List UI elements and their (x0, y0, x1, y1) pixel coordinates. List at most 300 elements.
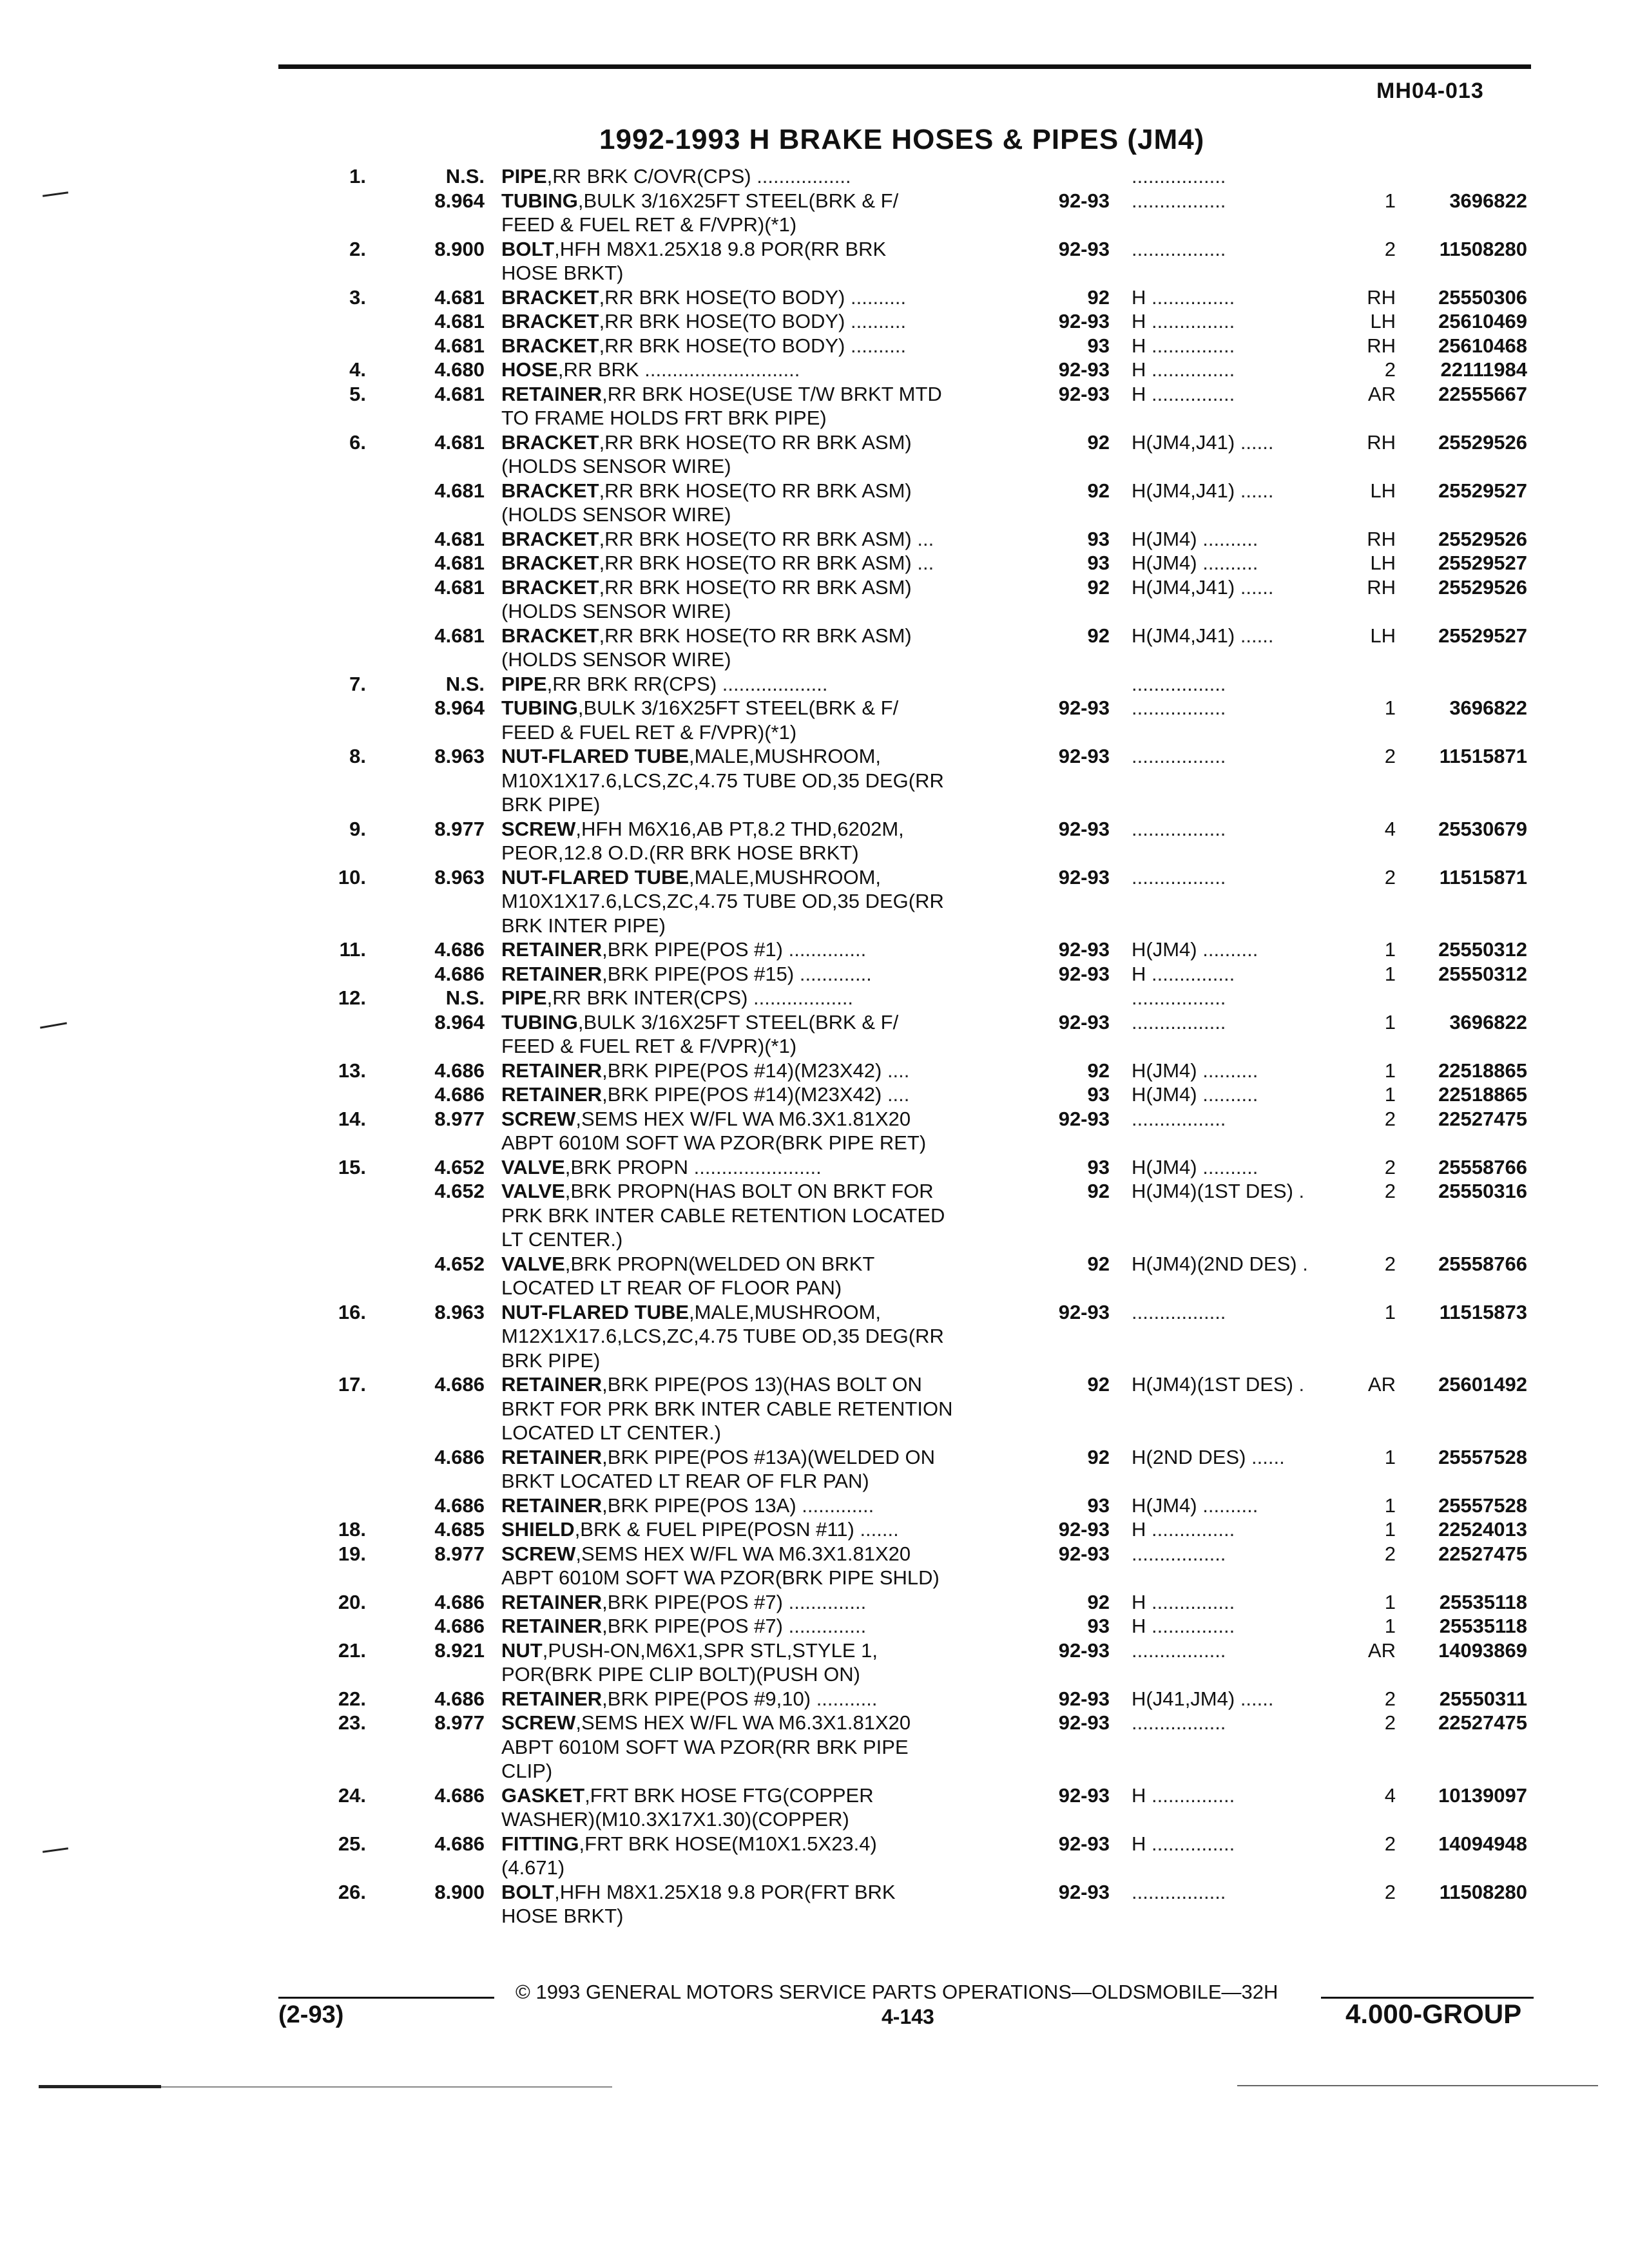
part-number: 25550312 (1438, 938, 1527, 961)
part-number: 11508280 (1439, 1880, 1527, 1903)
model-year: 92-93 (1058, 1687, 1110, 1710)
leader-dots: .......... (845, 285, 907, 309)
series-code (1132, 744, 1226, 768)
series-text: H (1132, 310, 1146, 332)
part-name: SCREW (501, 817, 576, 840)
group-number: 4.686 (434, 1615, 485, 1637)
series-text: H(JM4)(1ST DES) (1132, 1180, 1293, 1202)
item-description (501, 1397, 952, 1421)
series-code (1132, 1155, 1258, 1179)
part-name: RETAINER (501, 938, 602, 961)
group-number: 4.686 (434, 1494, 485, 1517)
group-number: 4.652 (434, 1252, 485, 1275)
part-number: 25558766 (1438, 1155, 1527, 1178)
part-name: RETAINER (501, 1687, 602, 1710)
part-detail: ABPT 6010M SOFT WA PZOR(BRK PIPE RET) (501, 1131, 927, 1154)
part-detail: FEED & FUEL RET & F/VPR)(*1) (501, 213, 797, 236)
quantity: 2 (1384, 237, 1396, 260)
item-number: 23. (338, 1711, 366, 1734)
table-row (0, 914, 1629, 938)
table-row (0, 1227, 1629, 1252)
series-text: H(J41,JM4) (1132, 1687, 1235, 1710)
quantity: 1 (1384, 1300, 1396, 1323)
group-number: 4.681 (434, 310, 485, 332)
part-name: RETAINER (501, 1059, 602, 1082)
part-detail: LOCATED LT CENTER.) (501, 1421, 722, 1444)
part-name: BRACKET (501, 575, 599, 599)
series-code (1132, 1639, 1226, 1662)
series-code (1132, 696, 1226, 720)
part-detail: ,BRK PIPE(POS #15) (602, 962, 795, 985)
group-number: 4.686 (434, 1783, 485, 1807)
series-code (1132, 237, 1226, 261)
leader-dots: .......... (1197, 527, 1258, 550)
part-detail: M12X1X17.6,LCS,ZC,4.75 TUBE OD,35 DEG(RR (501, 1325, 944, 1347)
part-detail: ,RR BRK HOSE(TO BODY) (599, 310, 845, 332)
leader-dots: ............. (794, 962, 872, 985)
series-code (1132, 1542, 1226, 1566)
model-year: 92 (1087, 479, 1110, 502)
table-row (0, 1639, 1629, 1663)
part-detail: (4.671) (501, 1856, 565, 1879)
item-description (501, 164, 851, 188)
item-description (501, 334, 906, 358)
table-row (0, 1059, 1629, 1083)
model-year: 92 (1087, 1059, 1110, 1082)
part-detail: ,RR BRK HOSE(TO RR BRK ASM) (599, 430, 912, 454)
series-code (1132, 1880, 1226, 1904)
item-description (501, 793, 600, 816)
item-description (501, 430, 912, 454)
item-number: 15. (338, 1155, 366, 1178)
leader-dots: ................. (1132, 1711, 1226, 1734)
item-description (501, 213, 796, 236)
group-number: 4.681 (434, 479, 485, 502)
part-number: 22524013 (1438, 1518, 1527, 1541)
part-detail: ,BRK PROPN (564, 1155, 688, 1178)
part-detail: ,BRK PIPE(POS #14)(M23X42) (602, 1083, 882, 1106)
series-text: H(JM4) (1132, 1059, 1197, 1082)
part-number: 25557528 (1438, 1494, 1527, 1517)
footer-date: (2-93) (278, 2001, 344, 2028)
part-number: 25550312 (1438, 962, 1527, 985)
table-row (0, 624, 1629, 648)
table-row (0, 454, 1629, 479)
table-row (0, 1300, 1629, 1325)
model-year: 93 (1087, 1615, 1110, 1637)
leader-dots: ...... (1235, 479, 1274, 502)
table-row (0, 334, 1629, 358)
group-number: 4.686 (434, 1590, 485, 1613)
part-name: VALVE (501, 1180, 565, 1202)
leader-dots: .... (882, 1059, 910, 1082)
part-detail: ,BRK PIPE(POS #1) (602, 938, 783, 961)
part-name: NUT (501, 1639, 543, 1662)
group-number: 8.964 (434, 189, 485, 212)
series-code (1132, 1252, 1308, 1276)
leader-dots: ...... (1235, 1687, 1274, 1710)
group-number: 4.681 (434, 575, 485, 599)
part-name: NUT-FLARED TUBE (501, 1300, 689, 1323)
table-row (0, 1662, 1629, 1687)
leader-dots: .......... (1197, 938, 1258, 961)
part-detail: CLIP) (501, 1760, 553, 1782)
part-name: NUT-FLARED TUBE (501, 745, 689, 767)
series-code (1132, 1445, 1285, 1469)
part-detail: ,FRT BRK HOSE FTG(COPPER (584, 1783, 874, 1807)
part-detail: ,HFH M6X16,AB PT,8.2 THD,6202M, (575, 817, 904, 840)
table-row (0, 1856, 1629, 1880)
item-description (501, 551, 934, 575)
model-year: 92-93 (1058, 1639, 1110, 1662)
item-description (501, 503, 731, 526)
quantity: 1 (1384, 1059, 1396, 1082)
footer-group: 4.000-GROUP (1345, 1999, 1522, 2029)
leader-dots: ................. (1132, 165, 1226, 187)
item-number: 24. (338, 1783, 366, 1807)
leader-dots: ...... (1235, 575, 1274, 599)
item-number: 21. (338, 1639, 366, 1662)
part-name: BRACKET (501, 334, 599, 357)
part-detail: ,RR BRK HOSE(USE T/W BRKT MTD (602, 382, 942, 405)
leader-dots: ................. (1132, 986, 1226, 1009)
item-description (501, 1252, 874, 1276)
item-description (501, 1131, 926, 1155)
leader-dots: ................. (1132, 672, 1226, 695)
item-description (501, 1880, 896, 1904)
table-row (0, 164, 1629, 189)
model-year: 92 (1087, 575, 1110, 599)
leader-dots: ................. (1132, 1107, 1226, 1130)
part-number: 11508280 (1439, 237, 1527, 260)
leader-dots: ............... (1146, 962, 1235, 985)
part-detail: ,BRK PIPE(POS #9,10) (602, 1687, 811, 1710)
part-number: 25529527 (1438, 624, 1527, 647)
group-number: 4.681 (434, 527, 485, 550)
item-description (501, 1421, 721, 1445)
group-number: 4.686 (434, 938, 485, 961)
table-row (0, 1735, 1629, 1760)
series-text: H(JM4)(1ST DES) (1132, 1373, 1293, 1396)
series-code (1132, 285, 1235, 309)
group-number: 8.977 (434, 1542, 485, 1565)
model-year: 92 (1087, 624, 1110, 647)
table-row (0, 1469, 1629, 1494)
series-code (1132, 575, 1274, 599)
part-number: 22111984 (1440, 358, 1527, 381)
quantity: LH (1370, 552, 1396, 574)
item-number: 6. (349, 430, 366, 454)
bottom-scan-line (39, 2085, 161, 2088)
item-number: 19. (338, 1542, 366, 1565)
part-number: 3696822 (1449, 189, 1527, 212)
group-number: 8.964 (434, 697, 485, 719)
leader-dots: ....................... (688, 1155, 822, 1178)
leader-dots: .............. (782, 1590, 867, 1613)
part-number: 25529526 (1438, 575, 1527, 599)
table-row (0, 575, 1629, 600)
part-name: BRACKET (501, 624, 599, 647)
item-number: 5. (349, 382, 366, 405)
series-text: H(JM4,J41) (1132, 624, 1235, 647)
item-number: 11. (339, 938, 366, 961)
quantity: 1 (1384, 1518, 1396, 1541)
model-year: 92-93 (1058, 237, 1110, 260)
series-text: H (1132, 1615, 1146, 1637)
part-detail: ,BULK 3/16X25FT STEEL(BRK & F/ (577, 189, 899, 212)
quantity: 1 (1384, 938, 1396, 961)
quantity: 4 (1384, 817, 1396, 840)
quantity: 2 (1384, 1687, 1396, 1710)
part-detail: ,BRK PIPE(POS #14)(M23X42) (602, 1059, 882, 1082)
series-text: H(JM4) (1132, 938, 1197, 961)
part-detail: ,RR BRK HOSE(TO BODY) (599, 334, 845, 357)
part-detail: BRK PIPE) (501, 1349, 601, 1372)
series-text: H(2ND DES) (1132, 1445, 1246, 1468)
part-name: RETAINER (501, 1373, 602, 1396)
item-description (501, 358, 800, 381)
series-text: H(JM4,J41) (1132, 430, 1235, 454)
part-number: 25550316 (1438, 1180, 1527, 1202)
table-row (0, 1783, 1629, 1808)
table-row (0, 1445, 1629, 1470)
series-code (1132, 1179, 1304, 1203)
quantity: 1 (1384, 1445, 1396, 1468)
part-number: 25529527 (1438, 552, 1527, 574)
series-code (1132, 1590, 1235, 1614)
table-row (0, 479, 1629, 503)
quantity: RH (1367, 527, 1396, 550)
model-year: 92-93 (1058, 1518, 1110, 1541)
part-name: BRACKET (501, 310, 599, 332)
group-number: 8.977 (434, 1107, 485, 1130)
part-name: RETAINER (501, 962, 602, 985)
bottom-scan-line (161, 2086, 612, 2088)
leader-dots: ............... (1146, 310, 1235, 332)
part-name: BOLT (501, 237, 555, 260)
table-row (0, 1590, 1629, 1615)
model-year: 92-93 (1058, 1107, 1110, 1130)
leader-dots: ...... (1235, 430, 1274, 454)
part-number: 11515873 (1439, 1300, 1527, 1323)
series-code (1132, 937, 1258, 961)
part-detail: ,RR BRK HOSE(TO RR BRK ASM) (599, 527, 912, 550)
part-detail: ,BRK PIPE(POS 13)(HAS BOLT ON (602, 1373, 922, 1396)
leader-dots: ... (911, 527, 934, 550)
model-year: 92-93 (1058, 1542, 1110, 1565)
leader-dots: ............... (1146, 358, 1235, 381)
part-detail: LOCATED LT REAR OF FLOOR PAN) (501, 1276, 842, 1299)
table-row (0, 1179, 1629, 1204)
leader-dots: .... (882, 1083, 910, 1106)
series-code (1132, 865, 1226, 889)
table-row (0, 1759, 1629, 1783)
part-number: 25550306 (1438, 285, 1527, 309)
series-text: H (1132, 285, 1146, 309)
table-row (0, 1687, 1629, 1711)
series-code (1132, 624, 1274, 648)
model-year: 92 (1087, 1180, 1110, 1202)
part-detail: ,BRK & FUEL PIPE(POSN #11) (574, 1518, 854, 1541)
part-name: SCREW (501, 1711, 576, 1734)
part-detail: ,HFH M8X1.25X18 9.8 POR(FRT BRK (554, 1880, 896, 1903)
series-text: H (1132, 382, 1146, 405)
top-rule (278, 64, 1531, 69)
table-row (0, 285, 1629, 310)
model-year: 92-93 (1058, 189, 1110, 212)
item-description (501, 1566, 940, 1590)
item-number: 18. (338, 1518, 366, 1541)
leader-dots: ................... (717, 672, 828, 695)
model-year: 92-93 (1058, 817, 1110, 840)
leader-dots: ............... (1146, 1518, 1235, 1541)
item-description (501, 1107, 911, 1131)
table-row (0, 962, 1629, 986)
model-year: 93 (1087, 527, 1110, 550)
item-description (501, 865, 881, 889)
leader-dots: .............. (782, 938, 867, 961)
table-row (0, 1542, 1629, 1566)
part-number: 25535118 (1439, 1615, 1527, 1637)
part-name: TUBING (501, 697, 578, 719)
part-name: SHIELD (501, 1518, 575, 1541)
part-number: 10139097 (1438, 1783, 1527, 1807)
part-detail: PEOR,12.8 O.D.(RR BRK HOSE BRKT) (501, 841, 859, 864)
leader-dots: ............... (1146, 1832, 1235, 1855)
leader-dots: . (1296, 1252, 1308, 1275)
model-year: 93 (1087, 1494, 1110, 1517)
item-description (501, 1783, 874, 1807)
table-row (0, 1880, 1629, 1905)
item-description (501, 406, 827, 430)
table-row (0, 406, 1629, 430)
table-row (0, 1010, 1629, 1035)
group-number: 8.964 (434, 1010, 485, 1033)
item-description (501, 1904, 623, 1928)
series-code (1132, 527, 1258, 551)
quantity: AR (1367, 1639, 1396, 1662)
quantity: 1 (1384, 1010, 1396, 1033)
item-description (501, 1856, 564, 1879)
part-detail: ,BRK PROPN(WELDED ON BRKT (564, 1252, 875, 1275)
series-code (1132, 551, 1258, 575)
series-code (1132, 1082, 1258, 1106)
table-row (0, 1107, 1629, 1131)
table-row (0, 889, 1629, 914)
item-number: 25. (338, 1832, 366, 1855)
model-year: 93 (1087, 334, 1110, 357)
item-description (501, 1542, 911, 1566)
group-number: 4.686 (434, 1687, 485, 1710)
table-row (0, 672, 1629, 697)
model-year: 92 (1087, 1590, 1110, 1613)
leader-dots: ................. (1132, 745, 1226, 767)
series-code (1132, 1107, 1226, 1131)
series-code (1132, 382, 1235, 406)
quantity: 2 (1384, 865, 1396, 889)
quantity: 2 (1384, 1180, 1396, 1202)
item-description (501, 237, 886, 261)
item-description (501, 575, 912, 599)
quantity: AR (1367, 1373, 1396, 1396)
table-row (0, 358, 1629, 382)
part-number: 25529527 (1438, 479, 1527, 502)
part-name: RETAINER (501, 1590, 602, 1613)
item-description (501, 1687, 877, 1711)
group-number: 4.686 (434, 1445, 485, 1468)
part-name: VALVE (501, 1252, 565, 1275)
table-row (0, 527, 1629, 552)
part-number: 25610469 (1438, 310, 1527, 332)
table-row (0, 309, 1629, 334)
quantity: 1 (1384, 1615, 1396, 1637)
table-row (0, 648, 1629, 672)
part-detail: ,RR BRK HOSE(TO RR BRK ASM) (599, 552, 912, 574)
item-description (501, 1590, 866, 1614)
group-number: 4.686 (434, 1373, 485, 1396)
leader-dots: .......... (1197, 1494, 1258, 1517)
table-row (0, 1807, 1629, 1832)
item-description (501, 1349, 600, 1372)
series-code (1132, 962, 1235, 986)
table-row (0, 1832, 1629, 1856)
group-number: 4.686 (434, 1059, 485, 1082)
item-description (501, 189, 898, 213)
leader-dots: .......... (845, 334, 907, 357)
part-detail: PRK BRK INTER CABLE RETENTION LOCATED (501, 1204, 945, 1227)
part-name: PIPE (501, 672, 547, 695)
leader-dots: ............... (1146, 382, 1235, 405)
part-detail: ABPT 6010M SOFT WA PZOR(RR BRK PIPE (501, 1735, 909, 1758)
leader-dots: ................. (1132, 1542, 1226, 1565)
part-name: PIPE (501, 986, 547, 1009)
group-number: 4.686 (434, 962, 485, 985)
part-detail: M10X1X17.6,LCS,ZC,4.75 TUBE OD,35 DEG(RR (501, 769, 944, 792)
model-year: 92-93 (1058, 865, 1110, 889)
model-year: 92 (1087, 1373, 1110, 1396)
part-detail: ,RR BRK HOSE(TO RR BRK ASM) (599, 624, 912, 647)
part-detail: BRK PIPE) (501, 793, 601, 816)
part-detail: ,HFH M8X1.25X18 9.8 POR(RR BRK (554, 237, 887, 260)
group-number: 4.681 (434, 552, 485, 574)
series-text: H (1132, 334, 1146, 357)
group-number: 4.685 (434, 1518, 485, 1541)
table-row (0, 237, 1629, 262)
table-row (0, 696, 1629, 720)
group-number: N.S. (445, 672, 485, 695)
quantity: 2 (1384, 1542, 1396, 1565)
leader-dots: ................. (1132, 1300, 1226, 1323)
part-number: 22518865 (1438, 1083, 1527, 1106)
part-detail: ,RR BRK RR(CPS) (546, 672, 717, 695)
leader-dots: ................. (1132, 865, 1226, 889)
item-number: 7. (349, 672, 366, 695)
part-name: BRACKET (501, 430, 599, 454)
leader-dots: ................. (1132, 817, 1226, 840)
group-number: 8.900 (434, 1880, 485, 1903)
item-description (501, 1517, 899, 1541)
quantity: AR (1367, 382, 1396, 405)
part-detail: ,MALE,MUSHROOM, (689, 865, 882, 889)
series-code (1132, 817, 1226, 841)
part-number: 22518865 (1438, 1059, 1527, 1082)
series-text: H(JM4) (1132, 1083, 1197, 1106)
series-code (1132, 479, 1274, 503)
table-row (0, 1614, 1629, 1639)
model-year: 92 (1087, 430, 1110, 454)
table-row (0, 841, 1629, 865)
item-description (501, 962, 872, 986)
